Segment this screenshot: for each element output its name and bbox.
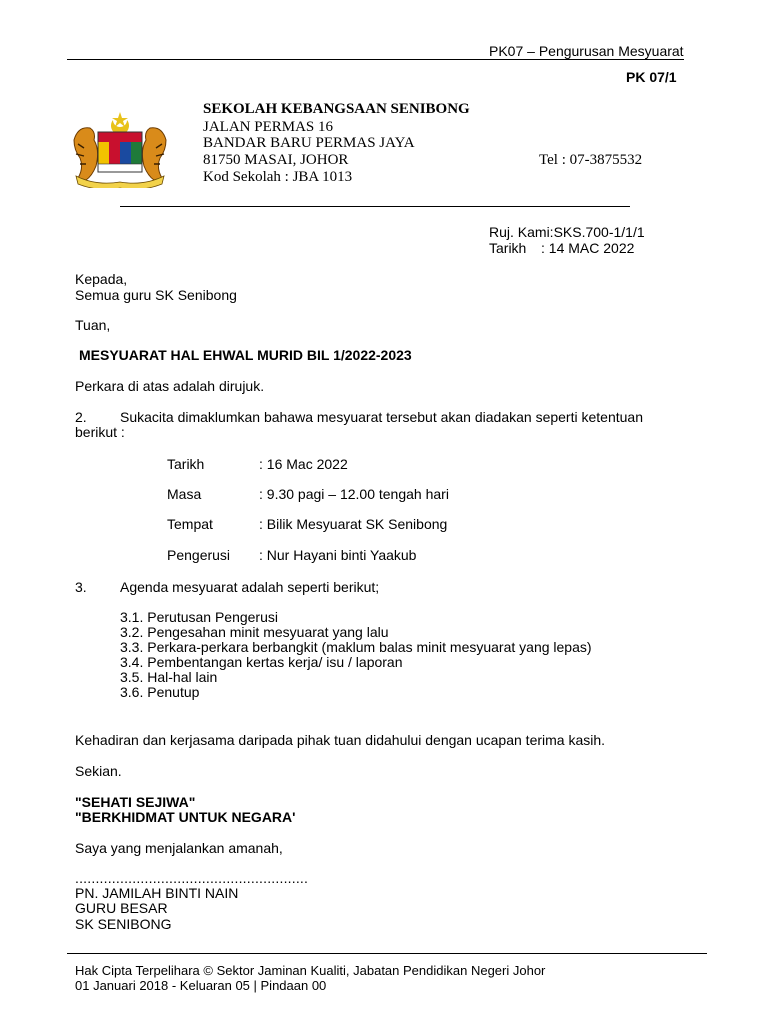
- agenda-list: [120, 610, 592, 700]
- signatory-position: GURU BESAR: [75, 900, 168, 916]
- detail-value: : 16 Mac 2022: [259, 456, 348, 472]
- detail-label: Tarikh: [167, 456, 205, 472]
- letter-title: MESYUARAT HAL EHWAL MURID BIL 1/2022-2023: [79, 347, 412, 363]
- sekian: Sekian.: [75, 763, 122, 779]
- detail-label: Tempat: [167, 516, 213, 532]
- paragraph-3-text: Agenda mesyuarat adalah seperti berikut;: [120, 579, 380, 595]
- closing-paragraph: Kehadiran dan kerjasama daripada pihak tuan didahului dengan ucapan terima kasih.: [75, 732, 606, 748]
- recipient: Semua guru SK Senibong: [75, 287, 237, 303]
- signatory-school: SK SENIBONG: [75, 916, 172, 932]
- detail-label: Masa: [167, 486, 202, 502]
- paragraph-2-line-1: Sukacita dimaklumkan bahawa mesyuarat tersebut akan diadakan seperti ketentuan: [120, 409, 643, 425]
- footer-rule: [67, 953, 707, 954]
- kepada-label: Kepada,: [75, 271, 128, 287]
- agenda-item: 3.5. Hal-hal lain: [120, 669, 218, 685]
- malaysia-coat-of-arms-icon: [68, 110, 172, 188]
- detail-label: Pengerusi: [167, 547, 231, 563]
- detail-value: : Nur Hayani binti Yaakub: [259, 547, 417, 563]
- detail-value: : 9.30 pagi – 12.00 tengah hari: [259, 486, 449, 502]
- paragraph-2-number: 2.: [75, 409, 87, 425]
- motto-line-2: "BERKHIDMAT UNTUK NEGARA': [75, 809, 296, 825]
- date-value: : 14 MAC 2022: [541, 240, 635, 256]
- agenda-item: 3.1. Perutusan Pengerusi: [120, 609, 278, 625]
- date-label: Tarikh: [489, 240, 527, 256]
- intro-paragraph: Perkara di atas adalah dirujuk.: [75, 378, 265, 394]
- school-code: Kod Sekolah : JBA 1013: [203, 169, 353, 185]
- form-code: PK 07/1: [626, 69, 677, 85]
- address-line-2: BANDAR BARU PERMAS JAYA: [203, 135, 415, 151]
- address-line-1: JALAN PERMAS 16: [203, 119, 334, 135]
- footer-revision: 01 Januari 2018 - Keluaran 05 | Pindaan 00: [75, 978, 327, 993]
- agenda-item: 3.4. Pembentangan kertas kerja/ isu / laporan: [120, 654, 403, 670]
- document-code: PK07 – Pengurusan Mesyuarat: [489, 43, 684, 59]
- signatory-name: PN. JAMILAH BINTI NAIN: [75, 885, 239, 901]
- detail-value: : Bilik Mesyuarat SK Senibong: [259, 516, 448, 532]
- agenda-item: 3.6. Penutup: [120, 684, 200, 700]
- school-name: SEKOLAH KEBANGSAAN SENIBONG: [203, 101, 470, 117]
- agenda-item: 3.2. Pengesahan minit mesyuarat yang lalu: [120, 624, 389, 640]
- agenda-item: 3.3. Perkara-perkara berbangkit (maklum balas minit mesyuarat yang lepas): [120, 639, 592, 655]
- address-line-3: 81750 MASAI, JOHOR: [203, 152, 349, 168]
- amanah-line: Saya yang menjalankan amanah,: [75, 840, 283, 856]
- reference-number: Ruj. Kami:SKS.700-1/1/1: [489, 224, 645, 240]
- signature-line: .........................................................: [75, 870, 309, 886]
- header-rule: [67, 59, 684, 60]
- paragraph-3-number: 3.: [75, 579, 87, 595]
- letterhead-rule: [120, 206, 630, 207]
- footer-copyright: Hak Cipta Terpelihara © Sektor Jaminan Kualiti, Jabatan Pendidikan Negeri Johor: [75, 963, 546, 978]
- motto-line-1: "SEHATI SEJIWA": [75, 794, 196, 810]
- salutation: Tuan,: [75, 317, 111, 333]
- paragraph-2-line-2: berikut :: [75, 424, 125, 440]
- telephone: Tel : 07-3875532: [539, 152, 643, 168]
